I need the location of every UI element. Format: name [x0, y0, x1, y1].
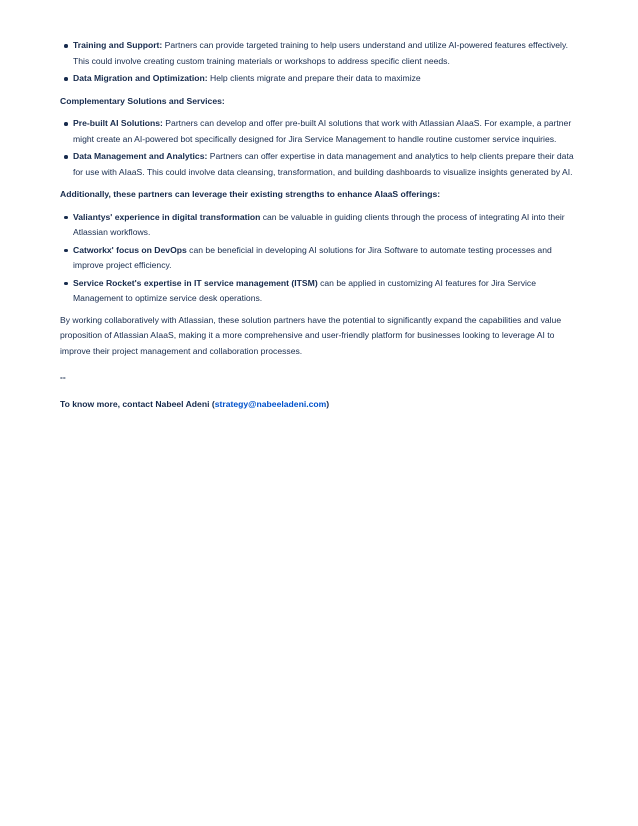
contact-prefix: To know more, contact Nabeel Adeni ( — [60, 398, 215, 409]
contact-line — [60, 397, 580, 413]
list-item-text: Partners can offer expertise in data management and analytics to help clients prepare their data for use with AIaaS. This could involve data cleansing, transformation, and building dashboards to visualize insights generated by AI. — [73, 151, 574, 177]
list-item-data-management — [73, 149, 580, 180]
list-item-text: Partners can provide targeted training to help users understand and utilize AI-powered features effectively. This could involve creating custom training materials or workshops to address specific client needs. — [73, 40, 569, 66]
list-item-text: can be applied in customizing AI features for Jira Service Management to optimize service desk operations. — [73, 277, 536, 303]
list-item-valiantys — [73, 210, 580, 241]
list-item-title: Data Migration and Optimization: — [73, 73, 208, 83]
list-item-text: Partners can develop and offer pre-built AI solutions that work with Atlassian AIaaS. For example, a partner might create an AI-powered bot specifically designed for Jira Service Management to handle routine customer service inquiries. — [73, 118, 572, 144]
partner-strengths-list — [60, 210, 580, 307]
contact-suffix: ) — [326, 398, 330, 409]
support-services-list — [60, 38, 580, 87]
list-item-text: can be valuable in guiding clients through the process of integrating AI into their Atlassian workflows. — [73, 211, 565, 237]
heading-complementary-solutions: Complementary Solutions and Services: — [60, 95, 225, 106]
list-item-title: Pre-built AI Solutions: — [73, 118, 163, 128]
list-item-catworkx — [73, 243, 580, 274]
closing-paragraph: By working collaboratively with Atlassian, these solution partners have the potential to significantly expand the capabilities and value proposition of Atlassian AIaaS, making it a more comprehensive and user-friendly platform for businesses looking to leverage AI to improve their project management and collaboration processes. — [60, 314, 562, 356]
list-item-title: Training and Support: — [73, 40, 163, 50]
list-item-data-migration — [73, 71, 580, 87]
list-item-service-rocket — [73, 276, 580, 307]
list-item-title: Catworkx' focus on DevOps — [73, 244, 187, 255]
list-item-title: Service Rocket's expertise in IT service management (ITSM) — [73, 277, 318, 288]
list-item-title: Valiantys' experience in digital transformation — [73, 211, 261, 222]
list-item-title: Data Management and Analytics: — [73, 151, 208, 161]
contact-email-link[interactable]: strategy@nabeeladeni.com — [214, 398, 327, 409]
separator: -- — [60, 372, 66, 382]
heading-partner-strengths: Additionally, these partners can leverage their existing strengths to enhance AIaaS offerings: — [60, 189, 441, 199]
list-item-text: Help clients migrate and prepare their data to maximize — [207, 73, 421, 83]
complementary-solutions-list — [60, 116, 580, 180]
list-item-training-support — [73, 38, 580, 69]
list-item-text: can be beneficial in developing AI solutions for Jira Software to automate testing processes and improve project efficiency. — [73, 244, 552, 270]
list-item-prebuilt-ai — [73, 116, 580, 147]
